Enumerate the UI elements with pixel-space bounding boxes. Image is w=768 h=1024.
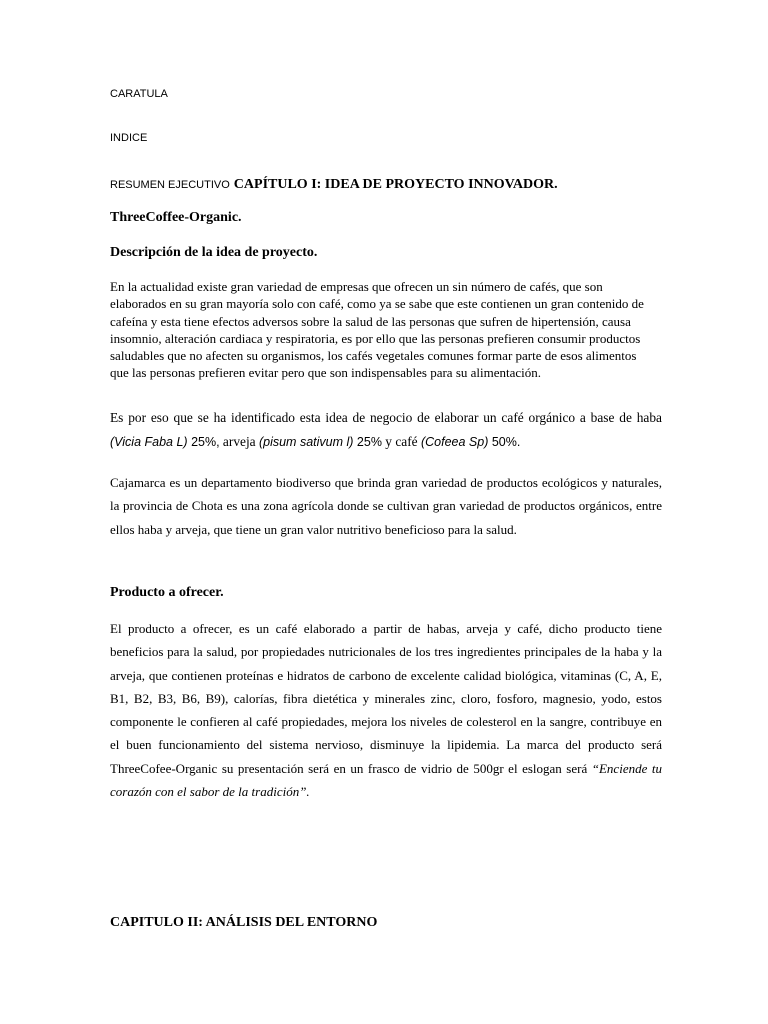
caratula-label: CARATULA: [110, 88, 168, 100]
product-name-heading: ThreeCoffee-Organic.: [110, 210, 242, 225]
product-paragraph-text: El producto a ofrecer, es un café elaborado a partir de habas, arveja y café, dicho producto tiene beneficios para la salud, por propiedades nutricionales de los tres ingredientes principales de la haba y la arveja, que contienen proteínas e hidratos de carbono de excelente calidad biológica, vitaminas (C, A, E, B1, B2, B3, B6, B9), calorías, fibra dietética y minerales zinc, cloro, fosforo, magnesio, yodo, estos componente le confieren al café propiedades, mejora los niveles de colesterol en la sangre, contribuye en el buen funcionamiento del sistema nervioso, disminuye la lipidemia. La marca del producto será ThreeCofee-Organic su presentación será en un frasco de vidrio de 500gr el eslogan será: [110, 621, 662, 776]
haba-scientific-name: (Vicia Faba L): [110, 435, 188, 449]
idea-paragraph-3: Cajamarca es un departamento biodiverso que brinda gran variedad de productos ecológicos y naturales, la provincia de Chota es una zona agrícola donde se cultivan gran variedad de productos orgánicos, entre ellos haba y arveja, que tiene un gran valor nutritivo beneficioso para la salud.: [110, 475, 662, 537]
haba-percentage: 25%,: [187, 435, 220, 449]
arveja-scientific-name: (pisum sativum l): [258, 435, 354, 449]
chapter2-title: CAPITULO II: ANÁLISIS DEL ENTORNO: [110, 915, 378, 930]
arveja-percentage: 25%: [353, 435, 382, 449]
idea-description-heading: Descripción de la idea de proyecto.: [110, 245, 318, 260]
arveja-word: arveja: [219, 434, 259, 449]
idea-paragraph-1: En la actualidad existe gran variedad de empresas que ofrecen un sin número de cafés, que son elaborados en su gran mayoría solo con café, como ya se sabe que este contienen un gran contenido de cafeína y esta tiene efectos adversos sobre la salud de las personas que sufren de hipertensión, causa insomnio, alteración cardiaca y respiratoria, es por ello que las personas prefieren consumir productos saludables que no afecten su organismos, los cafés vegetales comunes formar parte de esos alimentos que las personas prefieren evitar pero que son indispensables para su alimentación.: [110, 279, 644, 381]
chapter1-title: CAPÍTULO I: IDEA DE PROYECTO INNOVADOR.: [233, 177, 558, 192]
product-paragraph: [110, 617, 662, 803]
cafe-percentage: 50%.: [488, 435, 521, 449]
resumen-label: RESUMEN EJECUTIVO: [110, 179, 230, 191]
resumen-line: [110, 175, 558, 193]
slogan-text: “Enciende tu corazón con el sabor de la tradición”.: [110, 760, 662, 800]
product-offer-heading: Producto a ofrecer.: [110, 585, 224, 600]
indice-label: INDICE: [110, 132, 148, 144]
y-cafe-word: y café: [381, 434, 421, 449]
cafe-scientific-name: (Cofeea Sp): [420, 435, 489, 449]
idea-paragraph-2: [110, 406, 662, 454]
idea-paragraph-2-intro: Es por eso que se ha identificado esta idea de negocio de elaborar un café orgánico a base de haba: [110, 410, 662, 425]
